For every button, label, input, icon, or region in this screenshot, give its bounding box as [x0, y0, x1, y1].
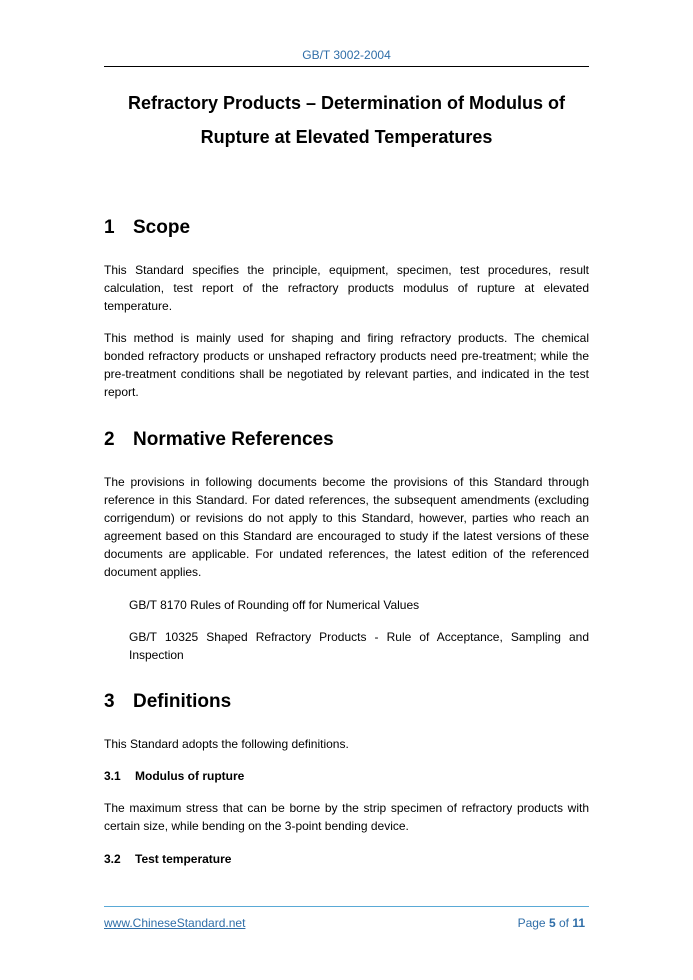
footer-divider [104, 906, 589, 907]
reference-item: GB/T 8170 Rules of Rounding off for Numerical Values [129, 598, 420, 612]
subsection-title: Test temperature [135, 852, 232, 866]
section-number: 1 [104, 217, 115, 238]
scope-paragraph-1: This Standard specifies the principle, equipment, specimen, test procedures, result calculation, test report of the refractory products modulus of rupture at elevated temperature. [104, 263, 589, 313]
definitions-paragraph-1: This Standard adopts the following definitions. [104, 737, 349, 751]
section-title: Scope [133, 217, 191, 238]
reference-item: GB/T 10325 Shaped Refractory Products - Rule of Acceptance, Sampling and Inspection [129, 630, 589, 662]
subsection-heading-modulus-of-rupture [104, 769, 244, 783]
subsection-title: Modulus of rupture [135, 769, 245, 783]
section-title: Definitions [133, 691, 232, 712]
page-indicator [518, 916, 585, 930]
page-of: of [555, 916, 573, 930]
normative-paragraph-1: The provisions in following documents become the provisions of this Standard through reference in this Standard. For dated references, the subsequent amendments (excluding corrigendum) or revisions do not apply to this Standard, however, parties who reach an agreement based on this Standard are encouraged to study if the latest versions of these documents are applicable. For undated references, the latest edition of the referenced document applies. [104, 475, 589, 579]
subsection-heading-test-temperature [104, 852, 231, 866]
website-link[interactable]: www.ChineseStandard.net [104, 916, 246, 930]
section-heading-definitions [104, 691, 231, 713]
document-header: GB/T 3002-2004 [302, 48, 391, 62]
section-number: 2 [104, 429, 115, 450]
subsection-number: 3.2 [104, 852, 121, 866]
header-divider [104, 66, 589, 67]
page-label: Page [517, 916, 549, 930]
title-line-2: Rupture at Elevated Temperatures [200, 127, 493, 147]
page-total: 11 [572, 916, 585, 930]
page-current: 5 [548, 916, 556, 930]
section-number: 3 [104, 691, 115, 712]
section-title: Normative References [133, 429, 334, 450]
modulus-definition-text: The maximum stress that can be borne by the strip specimen of refractory products with certain size, while bending on the 3-point bending device. [104, 801, 589, 833]
scope-paragraph-2: This method is mainly used for shaping and firing refractory products. The chemical bonded refractory products or unshaped refractory products need pre-treatment; while the pre-treatment conditions shall be negotiated by relevant parties, and indicated in the test report. [104, 331, 589, 399]
title-line-1: Refractory Products – Determination of Modulus of [127, 93, 566, 113]
section-heading-normative-references [104, 429, 334, 451]
section-heading-scope [104, 217, 190, 239]
subsection-number: 3.1 [104, 769, 121, 783]
document-title [80, 86, 613, 154]
